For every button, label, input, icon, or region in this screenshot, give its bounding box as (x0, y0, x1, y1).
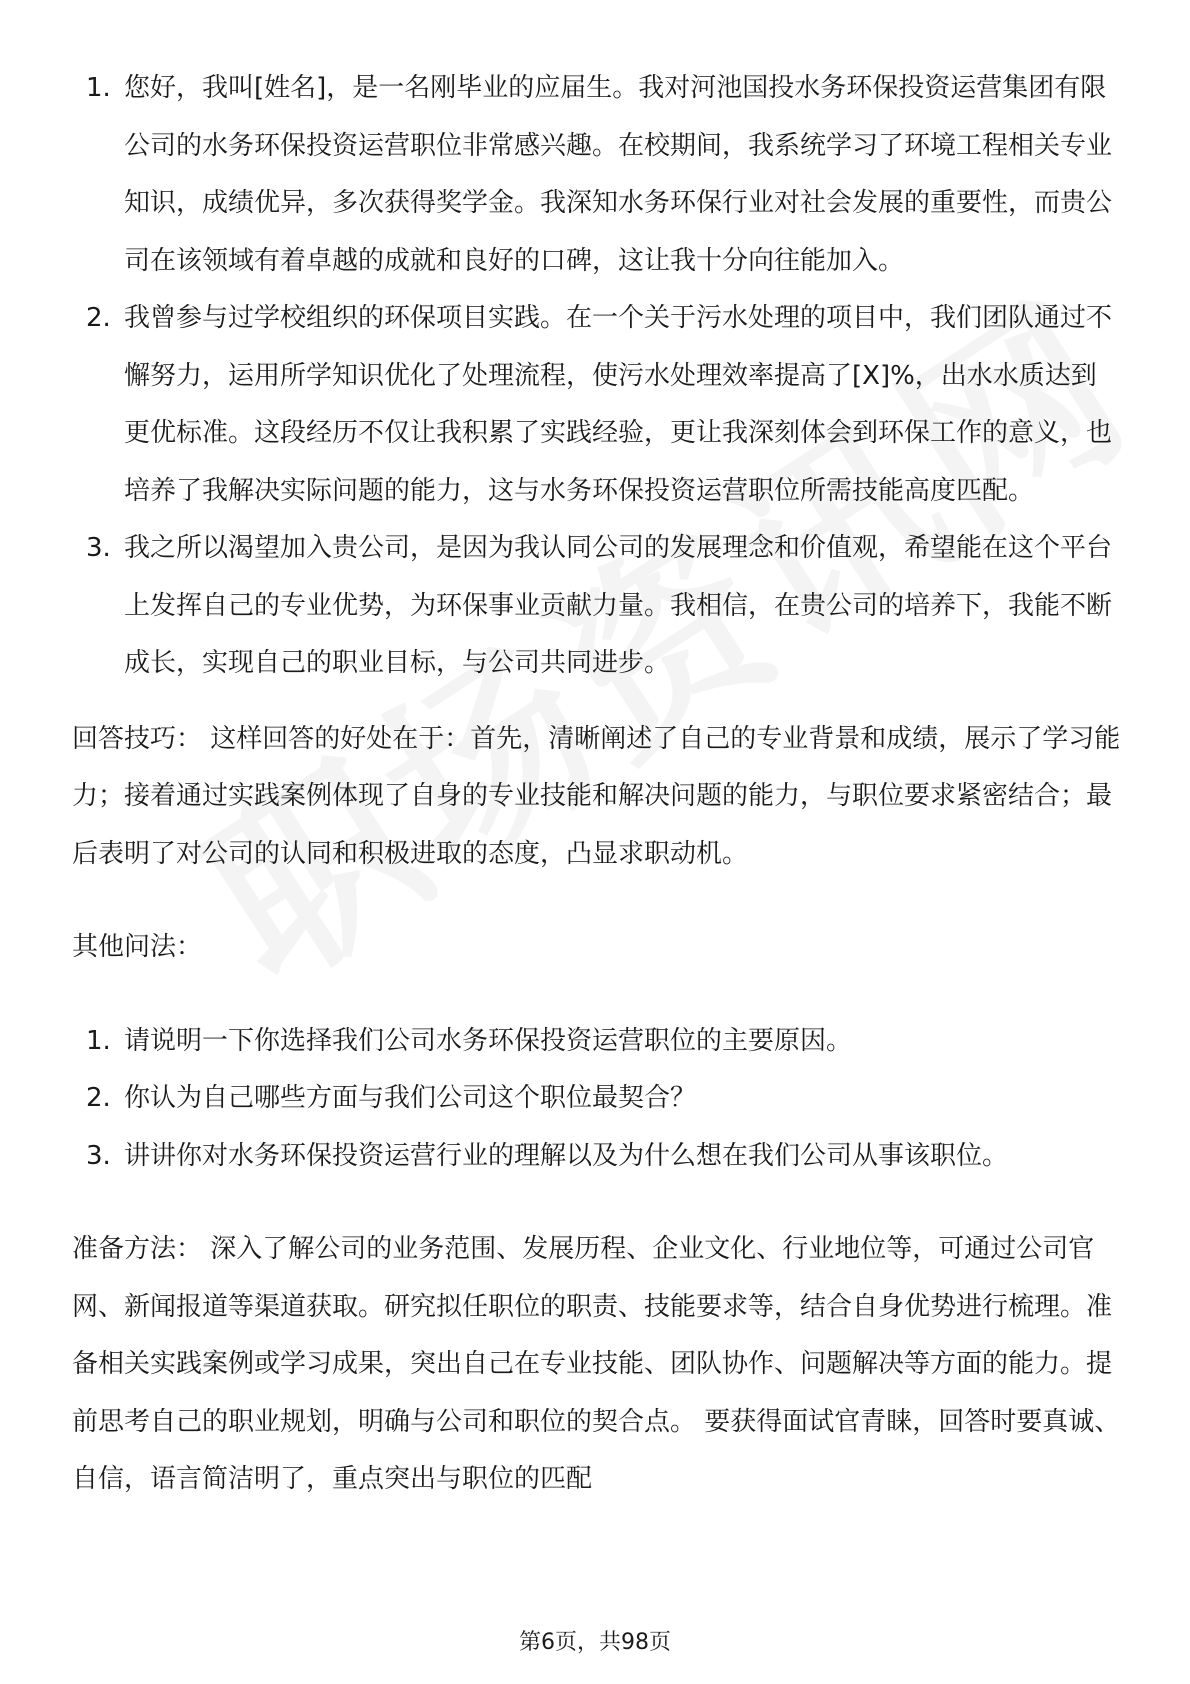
question-text: 请说明一下你选择我们公司水务环保投资运营职位的主要原因。 (124, 1025, 853, 1056)
answer-tips: 回答技巧： 这样回答的好处在于：首先，清晰阐述了自己的专业背景和成绩，展示了学习能力；接着通过实践案例体现了自身的专业技能和解决问题的能力，与职位要求紧密结合；最后表明了对公司的认同和积极进取的态度，凸显求职动机。 (72, 723, 1121, 869)
list-number: 1. (86, 1025, 111, 1056)
list-number: 3. (86, 533, 111, 563)
answer-text: 您好，我叫[姓名]，是一名刚毕业的应届生。我对河池国投水务环保投资运营集团有限公司的水务环保投资运营职位非常感兴趣。在校期间，我系统学习了环境工程相关专业知识，成绩优异，多次获得奖学金。我深知水务环保行业对社会发展的重要性，而贵公司在该领域有着卓越的成就和良好的口碑，这让我十分向往能加入。 (124, 73, 1113, 276)
question-text: 讲讲你对水务环保投资运营行业的理解以及为什么想在我们公司从事该职位。 (124, 1140, 1009, 1171)
list-number: 1. (86, 73, 111, 103)
page-content (72, 60, 1122, 1509)
other-question-item-2 (72, 1070, 1122, 1128)
answer-list (72, 60, 1122, 693)
other-question-item-3 (72, 1128, 1122, 1186)
list-number: 3. (86, 1140, 111, 1171)
other-question-item-1 (72, 1013, 1122, 1071)
preparation-method: 准备方法： 深入了解公司的业务范围、发展历程、企业文化、行业地位等，可通过公司官网、新闻报道等渠道获取。研究拟任职位的职责、技能要求等，结合自身优势进行梳理。准备相关实践案例或学习成果，突出自己在专业技能、团队协作、问题解决等方面的能力。提前思考自己的职业规划，明确与公司和职位的契合点。 要获得面试官青睐，回答时要真诚、自信，语言简洁明了，重点突出与职位的匹配 (72, 1234, 1121, 1494)
list-number: 2. (86, 303, 111, 333)
page-footer: 第6页，共98页 (519, 1630, 671, 1655)
answer-item-3 (72, 520, 1122, 693)
list-number: 2. (86, 1083, 111, 1113)
answer-item-2 (72, 290, 1122, 520)
question-text: 你认为自己哪些方面与我们公司这个职位最契合？ (124, 1083, 697, 1113)
answer-text: 我曾参与过学校组织的环保项目实践。在一个关于污水处理的项目中，我们团队通过不懈努力，运用所学知识优化了处理流程，使污水处理效率提高了[X]%，出水水质达到更优标准。这段经历不仅让我积累了实践经验，更让我深刻体会到环保工作的意义，也培养了我解决实际问题的能力，这与水务环保投资运营职位所需技能高度匹配。 (124, 303, 1113, 506)
answer-text: 我之所以渴望加入贵公司，是因为我认同公司的发展理念和价值观，希望能在这个平台上发挥自己的专业优势，为环保事业贡献力量。我相信，在贵公司的培养下，我能不断成长，实现自己的职业目标，与公司共同进步。 (124, 533, 1113, 678)
answer-item-1 (72, 60, 1122, 290)
other-questions-title: 其他问法： (72, 932, 203, 962)
other-questions-list (72, 1013, 1122, 1186)
